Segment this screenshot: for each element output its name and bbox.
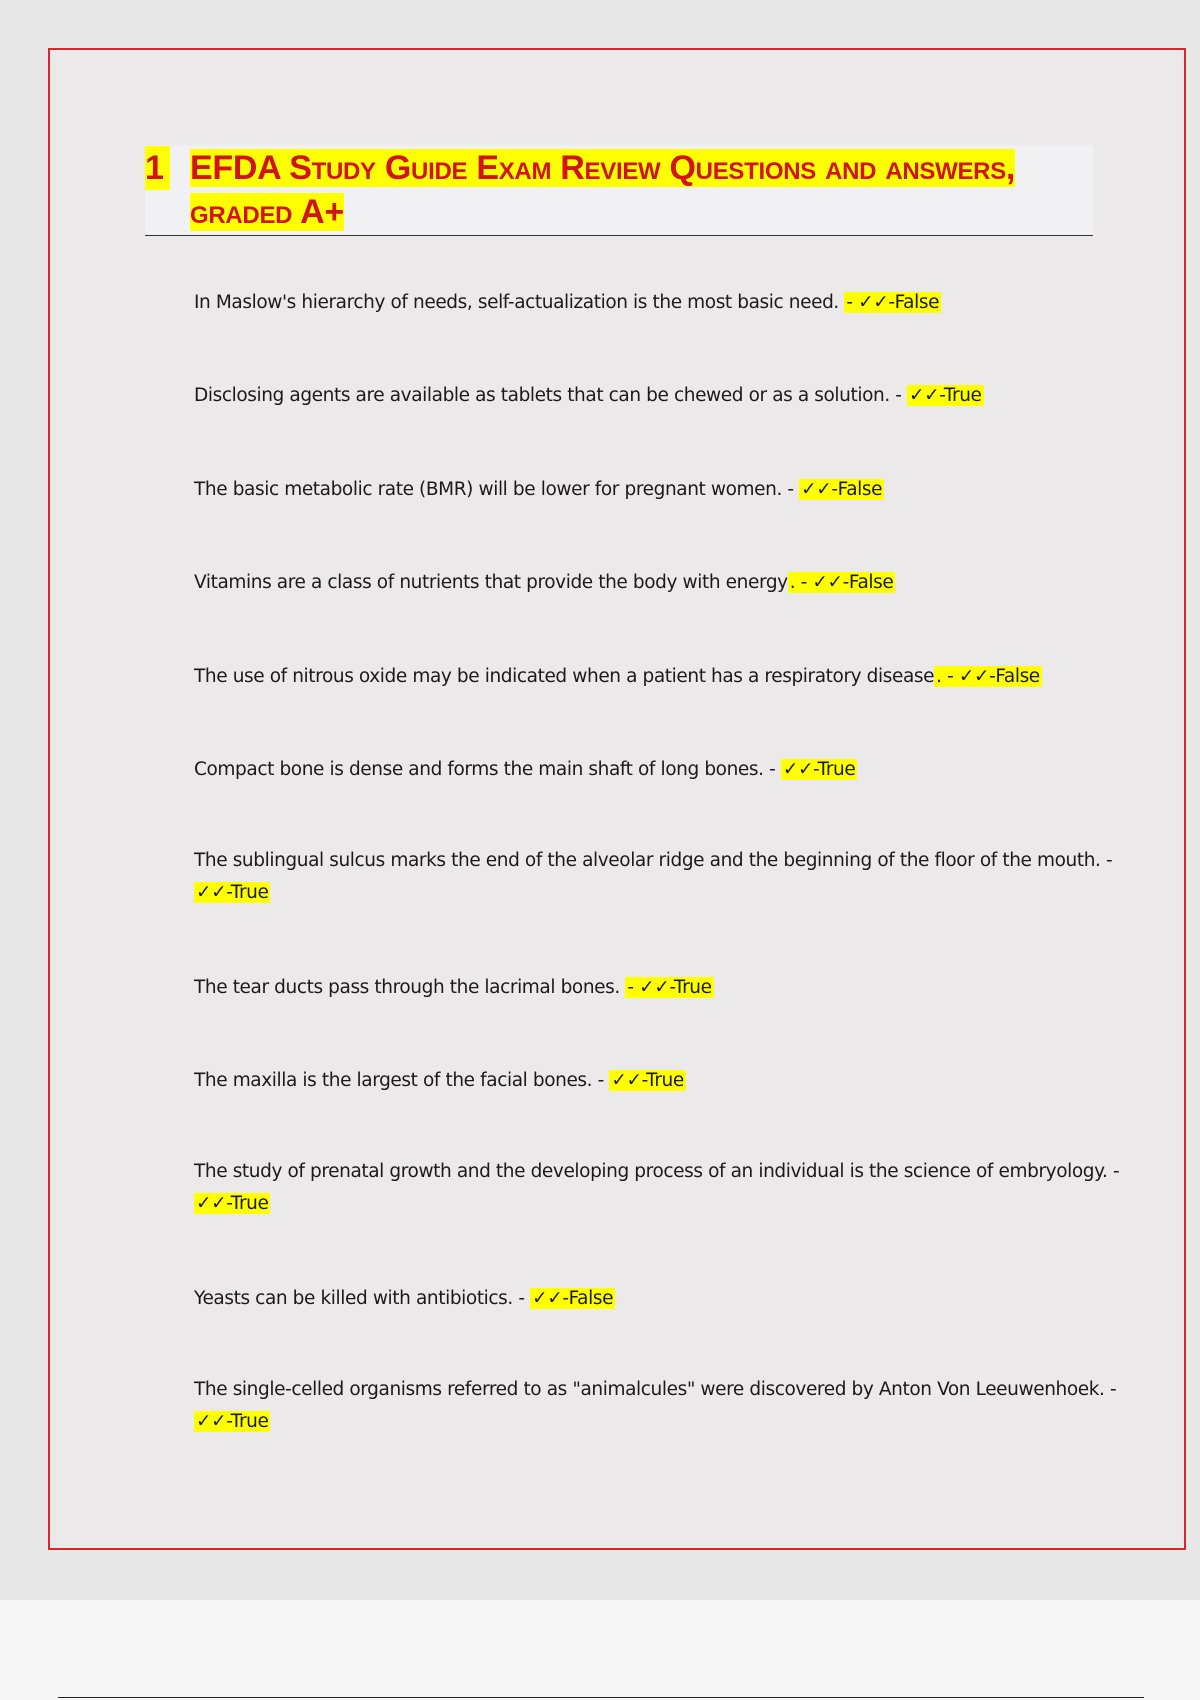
question-text: Compact bone is dense and forms the main shaft of long bones. - <box>194 759 781 780</box>
answer-highlight: ✓✓-False <box>801 479 883 500</box>
qa-item <box>194 1374 1134 1438</box>
next-page-rule <box>58 1697 1144 1698</box>
answer-highlight: - ✓✓-True <box>627 977 712 998</box>
qa-item <box>194 1065 1134 1097</box>
qa-item <box>194 474 1134 506</box>
question-text: The sublingual sulcus marks the end of the alveolar ridge and the beginning of the floor of the mouth. - <box>194 850 1113 871</box>
question-text: The basic metabolic rate (BMR) will be lower for pregnant women. - <box>194 479 800 500</box>
question-text: The use of nitrous oxide may be indicated when a patient has a respiratory disease <box>194 666 935 687</box>
question-text: Disclosing agents are available as tablets that can be chewed or as a solution. - <box>194 385 908 406</box>
answer-highlight: ✓✓-True <box>196 882 269 903</box>
qa-item <box>194 380 1134 412</box>
answer-highlight: ✓✓-True <box>909 385 982 406</box>
question-text: The maxilla is the largest of the facial bones. - <box>194 1070 610 1091</box>
document-heading <box>145 145 1093 236</box>
answer-highlight: ✓✓-False <box>532 1288 614 1309</box>
question-text: The single-celled organisms referred to as "animalcules" were discovered by Anton Von Leeuwenhoek. - <box>194 1379 1117 1400</box>
answer-highlight: . - ✓✓-False <box>936 666 1040 687</box>
question-text: The study of prenatal growth and the developing process of an individual is the science of embryology. - <box>194 1161 1120 1182</box>
qa-item <box>194 1156 1134 1220</box>
question-text: Vitamins are a class of nutrients that provide the body with energy <box>194 572 788 593</box>
heading-number: 1 <box>145 146 170 190</box>
next-page-edge <box>0 1600 1200 1700</box>
document-title: EFDA Study Guide Exam Review Questions and answers, graded A+ <box>190 149 1016 231</box>
question-text: Yeasts can be killed with antibiotics. - <box>194 1288 531 1309</box>
answer-highlight: ✓✓-True <box>611 1070 684 1091</box>
answer-highlight: . - ✓✓-False <box>789 572 894 593</box>
answer-highlight: ✓✓-True <box>782 759 856 780</box>
question-text: In Maslow's hierarchy of needs, self-actualization is the most basic need. <box>194 292 845 313</box>
answer-highlight: ✓✓-True <box>196 1193 269 1214</box>
answer-highlight: ✓✓-True <box>196 1411 269 1432</box>
qa-item <box>194 661 1134 693</box>
qa-item <box>194 1283 1134 1315</box>
qa-item <box>194 287 1134 319</box>
page-border <box>48 48 1186 1550</box>
qa-item <box>194 972 1134 1004</box>
qa-item <box>194 845 1134 909</box>
question-text: The tear ducts pass through the lacrimal bones. <box>194 977 626 998</box>
qa-item <box>194 567 1134 599</box>
answer-highlight: - ✓✓-False <box>846 292 940 313</box>
qa-item <box>194 754 1134 786</box>
